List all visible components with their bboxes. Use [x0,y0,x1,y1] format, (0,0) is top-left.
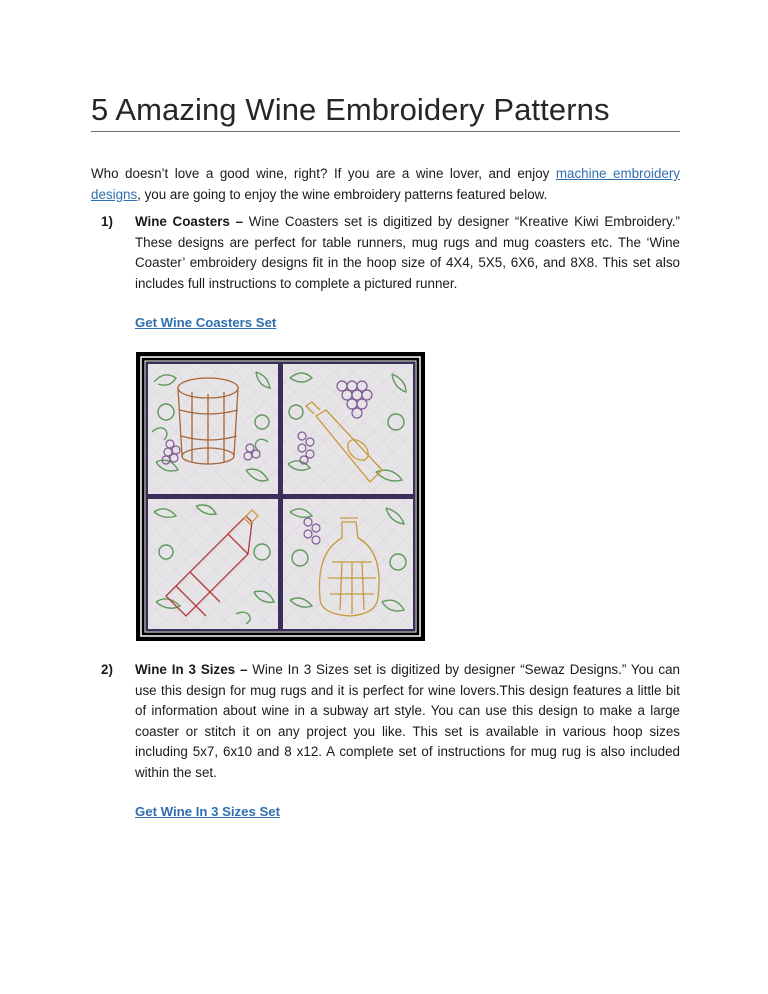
coaster-tile-bottle [148,499,278,629]
item-heading: Wine Coasters – [135,214,244,229]
coaster-tile-grapes-bottle [283,364,413,494]
list-item-wine-coasters [91,212,680,294]
item-number: 2) [101,662,113,677]
item-description: Wine In 3 Sizes set is digitized by designer “Sewaz Designs.” You can use this design for mug rugs and it is perfect for wine lovers.This design features a little bit of information about wine in a subway art style. You can use this design to make a large coaster or stitch it on any project you like. This set is available in various hoop sizes including 5x7, 6x10 and 8 x12. A complete set of instructions for mug rug is also included within the set. [135,662,680,780]
embroidery-quilt-illustration [136,352,425,641]
item-description: Wine Coasters set is digitized by designer “Kreative Kiwi Embroidery.” These designs are perfect for table runners, mug rugs and mug coasters etc. The ‘Wine Coaster’ embroidery designs fit in the hoop size of 4X4, 5X5, 6X6, and 8X8. This set also includes full instructions to complete a pictured runner. [135,214,680,291]
item-body [135,212,680,294]
page-title: 5 Amazing Wine Embroidery Patterns [91,92,610,127]
wine-coasters-image [136,352,425,641]
coaster-tile-jug [283,499,413,629]
coaster-tile-barrel [148,364,278,494]
item-body [135,660,680,783]
title-underline [91,131,680,132]
intro-text-after: , you are going to enjoy the wine embroidery patterns featured below. [137,186,548,202]
machine-embroidery-link[interactable]: machine embroidery designs [91,166,680,202]
intro-text-before: Who doesn’t love a good wine, right? If you are a wine lover, and enjoy [91,166,556,181]
item-number: 1) [101,214,113,229]
list-item-wine-in-3-sizes [91,660,680,783]
get-wine-coasters-link[interactable]: Get Wine Coasters Set [135,315,277,330]
item-heading: Wine In 3 Sizes – [135,662,248,677]
intro-paragraph [91,164,680,205]
get-wine-in-3-sizes-link[interactable]: Get Wine In 3 Sizes Set [135,804,280,819]
